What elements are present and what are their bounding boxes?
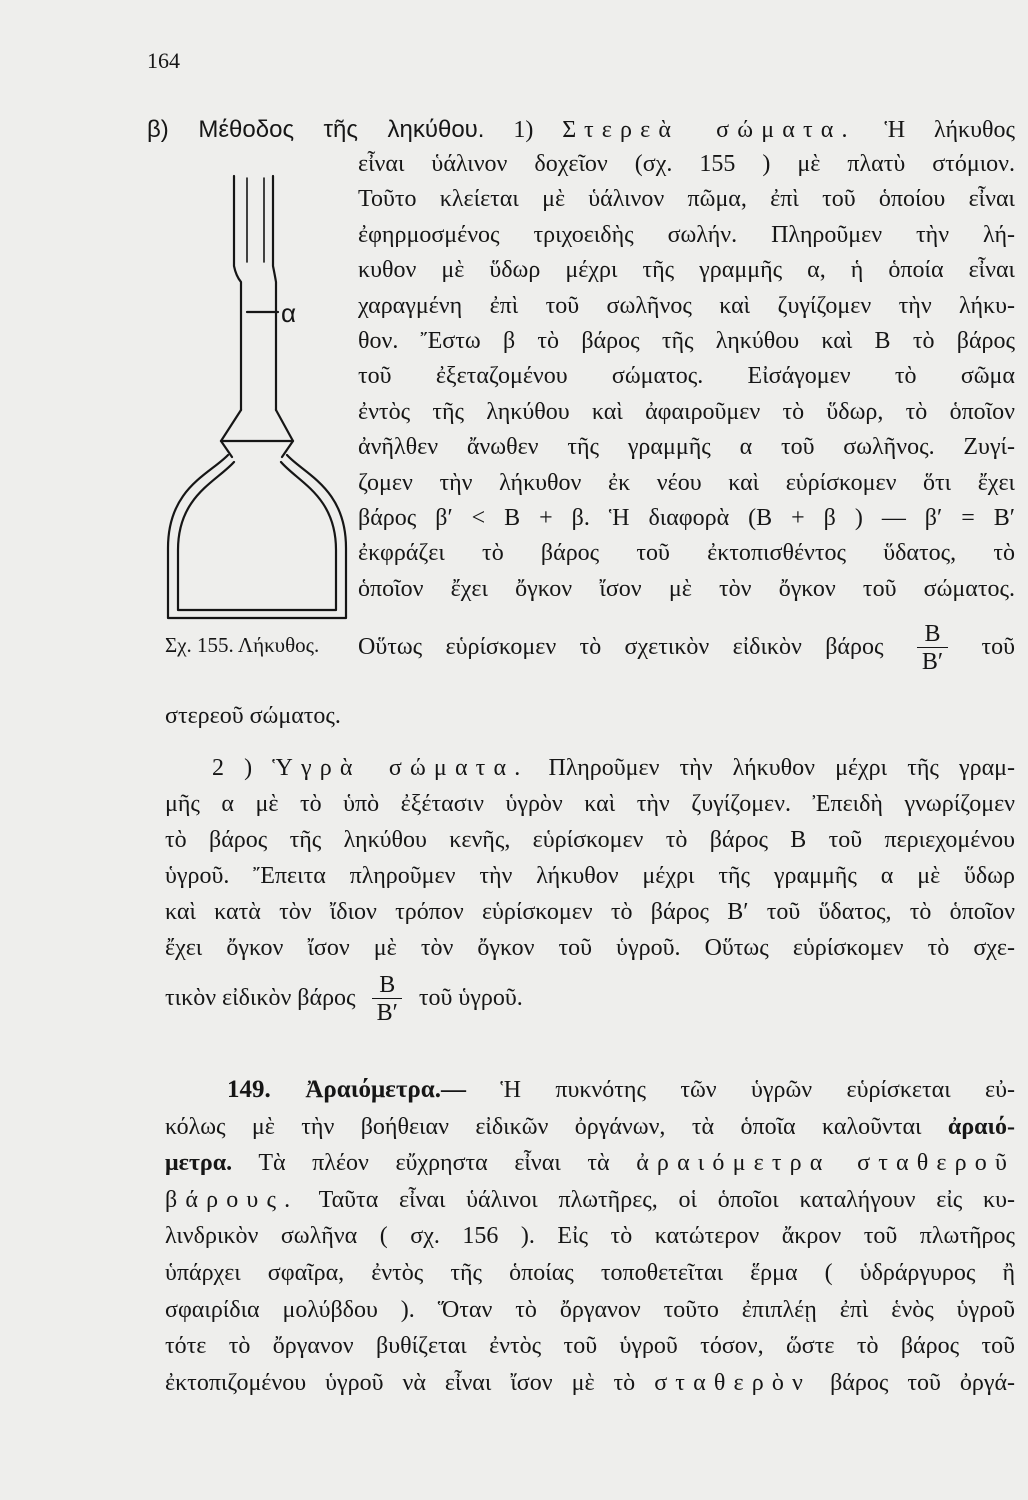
spaced-term: βάρους. [165,1186,299,1213]
fraction-denominator: Β′ [921,649,944,676]
text-segment: βάρος τοῦ ὀργά- [830,1369,1016,1396]
bold-term: μετρα. [165,1150,233,1177]
text-line: τὸ βάρος τῆς ληκύθου κενῆς, εὑρίσκομεν τὸ βάρος Β τοῦ περιεχομένου [165,827,1015,853]
figure-caption: Σχ. 155. Λήκυθος. [165,633,320,657]
text-line: ὑγροῦ. Ἔπειτα πληροῦμεν τὴν λήκυθον μέχρι τῆς γραμμῆς α μὲ ὕδωρ [165,863,1015,889]
text-line: ἐντὸς τῆς ληκύθου καὶ ἀφαιροῦμεν τὸ ὕδωρ, τὸ ὁποῖον [358,398,1015,425]
text-line: Τοῦτο κλείεται μὲ ὑάλινον πῶμα, ἐπὶ τοῦ ὁποίου εἶναι [358,186,1015,213]
text-line: στερεοῦ σώματος. [165,703,341,729]
text-line: ὑπάρχει σφαῖρα, ἐντὸς τῆς ὁποίας τοποθετεῖται ἕρμα ( ὑδράργυρος ἢ [165,1259,1015,1286]
bold-term: ἀραιό- [947,1113,1015,1140]
text-line: μῆς α μὲ τὸ ὑπὸ ἐξέτασιν ὑγρὸν καὶ τὴν ζυγίζομεν. Ἐπειδὴ γνωρίζομεν [165,791,1015,817]
fraction-denominator: Β′ [376,1000,398,1027]
text-segment: Ταῦτα εἶναι ὑάλινοι πλωτῆρες, οἱ ὁποῖοι καταλήγουν εἰς κυ- [318,1186,1015,1213]
text-line: ἀνῆλθεν ἄνωθεν τῆς γραμμῆς α τοῦ σωλῆνος. Ζυγί- [358,434,1015,461]
text-line: λινδρικὸν σωλῆνα ( σχ. 156 ). Εἰς τὸ κατώτερον ἄκρον τοῦ πλωτῆρος [165,1223,1015,1250]
subsection-number: 1) [513,117,534,143]
text-line: βάρος β′ < Β + β. Ἡ διαφορὰ (Β + β ) — β′ = Β′ [358,504,1015,531]
text-line [165,1145,1015,1182]
subsection-title-liquids: Ὑγρὰ σώματα. [272,755,529,781]
text-line [165,1182,1015,1219]
text-line: χαραγμένη ἐπὶ τοῦ σωλῆνος καὶ ζυγίζομεν τὴν λήκυ- [358,292,1015,319]
section-b-first-line [147,112,1015,148]
stopper-upper [221,410,293,441]
text-line: τότε τὸ ὄργανον βυθίζεται ἐντὸς τοῦ ὑγροῦ τόσον, ὥστε τὸ βάρος τοῦ [165,1333,1015,1360]
fraction-numerator: Β [372,973,402,999]
stopper-lower [221,441,293,457]
capillary-tube-outer-right [273,176,276,410]
text-line: κυθον μὲ ὕδωρ μέχρι τῆς γραμμῆς α, ἡ ὁποία εἶναι [358,257,1015,284]
fraction-numerator: Β [917,622,947,648]
section-b-heading: β) Μέθοδος τῆς ληκύθου. [147,116,485,143]
text-segment: Ἡ πυκνότης τῶν ὑγρῶν εὑρίσκεται εὐ- [500,1077,1015,1103]
section-149 [165,1072,1015,1401]
text-line [165,1109,1015,1146]
spaced-term: σταθερὸν [654,1369,812,1396]
text-line: θον. Ἔστω β τὸ βάρος τῆς ληκύθου καὶ Β τὸ βάρος [358,327,1015,354]
spaced-term: ἀραιόμετρα [636,1150,831,1177]
ratio-line-solid [358,619,1015,675]
text-line: σφαιρίδια μολύβδου ). Ὅταν τὸ ὄργανον τοῦτο ἐπιπλέῃ ἐπὶ ἑνὸς ὑγροῦ [165,1296,1015,1323]
flask-outer-wall [168,455,346,618]
flask-inner-wall [178,462,336,610]
ratio-fraction [915,622,950,674]
ratio-line-liquid [165,970,1015,1026]
mark-label-a: α [281,298,297,328]
page-number: 164 [147,48,180,73]
text-line: εἶναι ὑάλινον δοχεῖον (σχ. 155 ) μὲ πλατὺ στόμιον. [358,151,1015,177]
subsection-number: 2 ) [212,755,253,781]
text-segment: Πληροῦμεν τὴν λήκυθον μέχρι τῆς γραμ- [548,755,1016,781]
text-line [165,1365,1015,1402]
text-segment: Οὕτως εὑρίσκομεν τὸ σχετικὸν εἰδικὸν βάρος [358,634,884,660]
capillary-tube-outer-left [234,176,241,410]
lekythos-figure [150,160,360,630]
text-segment: Ἡ λήκυθος [884,117,1016,143]
text-line: καὶ κατὰ τὸν ἴδιον τρόπον εὑρίσκομεν τὸ βάρος Β′ τοῦ ὕδατος, τὸ ὁποῖον [165,899,1015,925]
text-line: ἐφηρμοσμένος τριχοειδὴς σωλήν. Πληροῦμεν τὴν λή- [358,221,1015,248]
text-segment: τικὸν εἰδικὸν βάρος [165,985,356,1011]
ratio-fraction [370,973,405,1025]
text-line: τοῦ ἐξεταζομένου σώματος. Εἰσάγομεν τὸ σῶμα [358,363,1015,390]
text-segment: τοῦ ὑγροῦ. [418,985,523,1011]
text-line: ὁποῖον ἔχει ὄγκον ἴσον μὲ τὸν ὄγκον τοῦ σώματος. [358,575,1015,602]
text-line: ζομεν τὴν λήκυθον ἐκ νέου καὶ εὑρίσκομεν ὅτι ἔχει [358,469,1015,496]
text-line: ἐκφράζει τὸ βάρος τοῦ ἐκτοπισθέντος ὕδατος, τὸ [358,540,1015,567]
text-segment: ἐκτοπιζομένου ὑγροῦ νὰ εἶναι ἴσον μὲ τὸ [165,1369,636,1396]
section-liquids [165,750,1015,1026]
section-liquids-first-line [165,750,1015,786]
section-149-first-line [165,1072,1015,1109]
text-segment: κόλως μὲ τὴν βοήθειαν εἰδικῶν ὀργάνων, τὰ ὁποῖα καλοῦνται [165,1113,922,1140]
section-b-body [358,147,1015,607]
text-segment: τοῦ [981,634,1016,660]
text-line: ἔχει ὄγκον ἴσον μὲ τὸν ὄγκον τοῦ ὑγροῦ. Οὕτως εὑρίσκομεν τὸ σχε- [165,935,1015,961]
subsection-title-solids: Στερεὰ σώματα. [562,117,856,143]
spaced-term: σταθεροῦ [857,1150,1016,1177]
section-149-heading: 149. Ἀραιόμετρα.— [227,1076,466,1103]
text-segment: Τὰ πλέον εὔχρηστα εἶναι τὰ [258,1150,610,1177]
